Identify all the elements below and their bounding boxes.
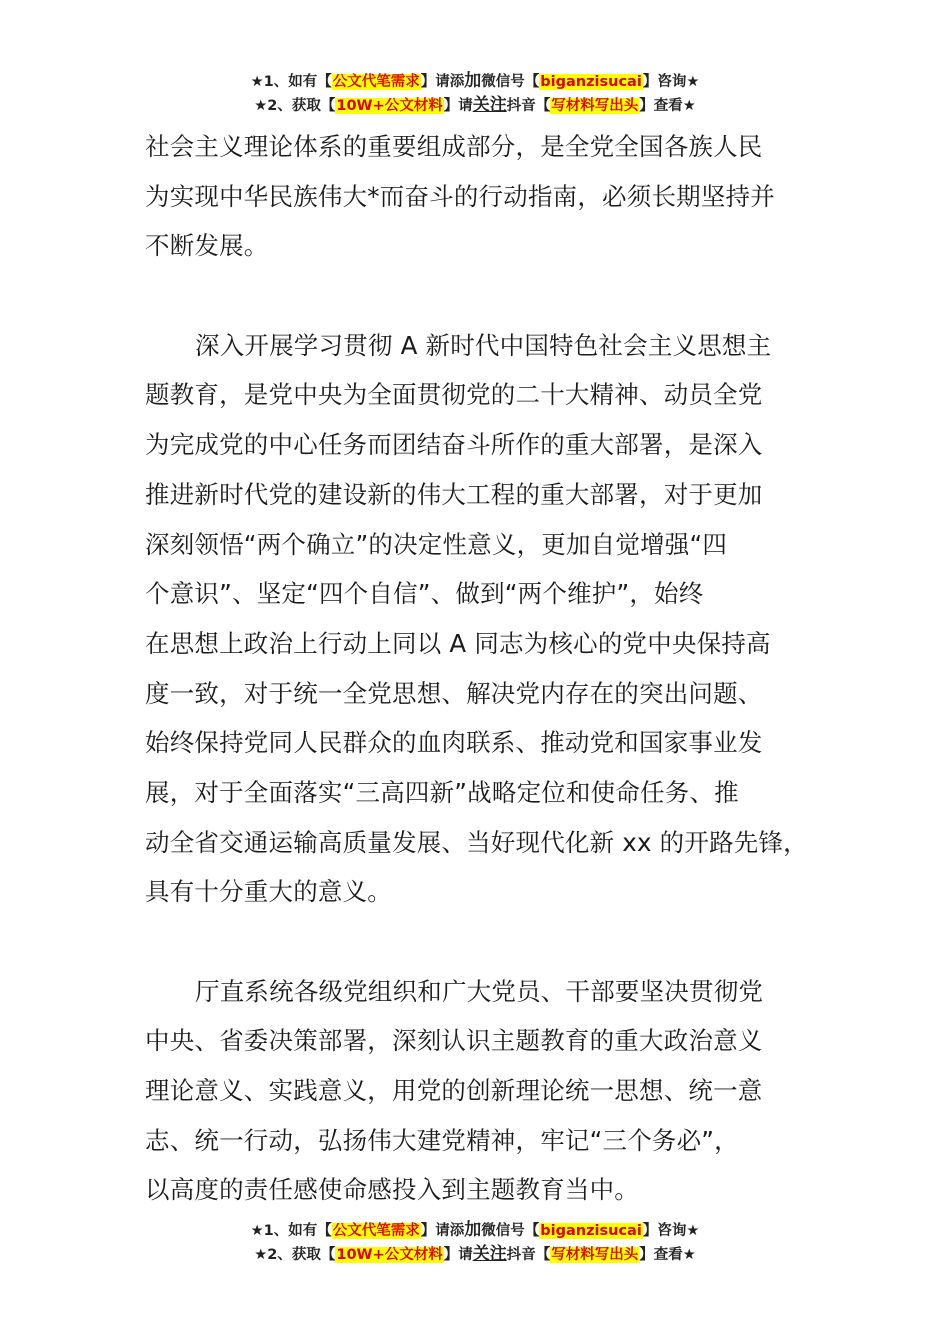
banner-emphasis: 关注 [472,95,507,115]
banner-text: 】咨询★ [642,1223,700,1239]
text-line: 厅直系统各级党组织和广大党员、干部要坚决贯彻党 [195,976,764,1006]
banner-text: 抖音【 [506,1247,551,1263]
banner-text: ★1、如有【 [250,1223,332,1239]
banner-highlight: biganzisucai [540,1223,642,1239]
banner-line-1 [0,69,950,93]
text-line: 社会主义理论体系的重要组成部分，是全党全国各族人民 [145,132,763,161]
text-line: 题教育，是党中央为全面贯彻党的二十大精神、动员全党 [145,380,763,410]
text-line: 度一致，对于统一全党思想、解决党内存在的突出问题、 [145,678,763,708]
text-line: 始终保持党同人民群众的血肉联系、推动党和国家事业发 [145,728,763,758]
text-line: 以高度的责任感使命感投入到主题教育当中。 [145,1175,639,1205]
banner-line-1 [0,1218,950,1242]
banner-text: 】请 [443,98,473,114]
header-banner [0,69,950,117]
document-body [145,122,835,1215]
banner-text: ★1、如有【 [250,74,332,90]
text-line: 志、统一行动，弘扬伟大建党精神，牢记“三个务必”， [145,1125,739,1155]
banner-text: ★2、获取【 [254,98,336,114]
text-line: 推进新时代党的建设新的伟大工程的重大部署，对于更加 [145,479,763,509]
text-line: 在思想上政治上行动上同以 A 同志为核心的党中央保持高 [145,628,771,658]
text-line: 不断发展。 [145,231,269,261]
banner-highlight: 公文代笔需求 [332,74,420,90]
banner-text: 】查看★ [639,98,696,114]
footer-banner [0,1218,950,1266]
banner-highlight: 10W+公文材料 [336,98,443,114]
text-line: 深刻领悟“两个确立”的决定性意义，更加自觉增强“四 [145,529,728,559]
banner-emphasis: 加 [464,71,482,91]
text-line: 中央、省委决策部署，深刻认识主题教育的重大政治意义 [145,1026,763,1056]
banner-text: 】请 [443,1247,473,1263]
text-line: 深入开展学习贯彻 A 新时代中国特色社会主义思想主 [195,330,772,360]
banner-highlight: 写材料写出头 [551,98,639,114]
paragraph-2 [145,321,835,917]
banner-line-2 [0,1242,950,1266]
banner-highlight: 公文代笔需求 [332,1223,420,1239]
banner-text: 】查看★ [639,1247,696,1263]
text-line: 动全省交通运输高质量发展、当好现代化新 xx 的开路先锋， [145,827,808,857]
banner-text: 】咨询★ [642,74,700,90]
banner-emphasis: 关注 [472,1244,507,1264]
banner-text: 微信号【 [481,74,540,90]
banner-text: 】请添 [420,1223,465,1239]
banner-line-2 [0,93,950,117]
text-line: 为完成党的中心任务而团结奋斗所作的重大部署，是深入 [145,430,763,460]
text-line: 理论意义、实践意义，用党的创新理论统一思想、统一意 [145,1076,763,1106]
text-line: 个意识”、坚定“四个自信”、做到“两个维护”，始终 [145,579,704,609]
banner-text: ★2、获取【 [254,1247,336,1263]
banner-highlight: 10W+公文材料 [336,1247,443,1263]
banner-text: 微信号【 [481,1223,540,1239]
text-line: 展，对于全面落实“三高四新”战略定位和使命任务、推 [145,777,739,807]
banner-highlight: 写材料写出头 [551,1247,639,1263]
text-line: 具有十分重大的意义。 [145,877,392,907]
banner-emphasis: 加 [464,1220,482,1240]
text-line: 为实现中华民族伟大*而奋斗的行动指南，必须长期坚持并 [145,181,775,211]
banner-highlight: biganzisucai [540,74,642,90]
banner-text: 抖音【 [506,98,551,114]
paragraph-gap [145,917,835,967]
banner-text: 】请添 [420,74,465,90]
paragraph-1 [145,122,835,271]
paragraph-gap [145,271,835,321]
paragraph-3 [145,967,835,1215]
